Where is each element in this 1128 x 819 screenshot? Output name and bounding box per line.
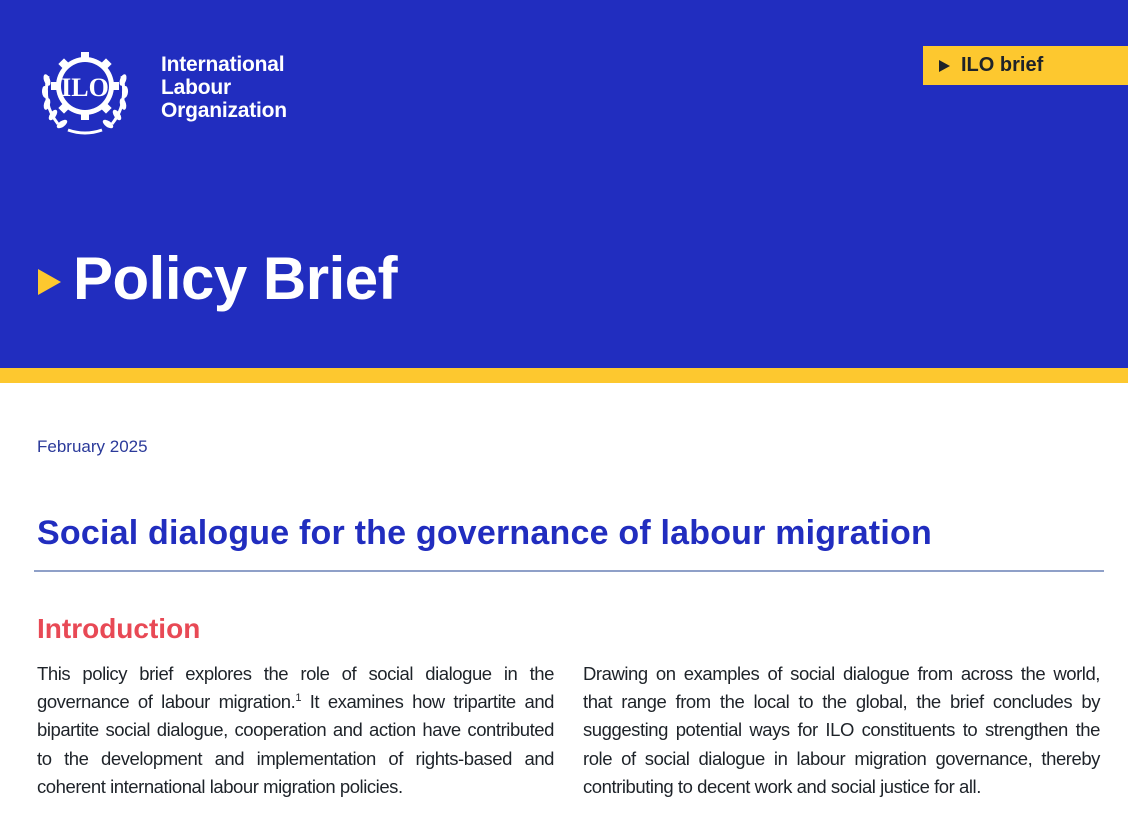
brief-tag bbox=[923, 46, 1128, 85]
accent-stripe bbox=[0, 368, 1128, 383]
ilo-emblem-icon bbox=[38, 44, 132, 138]
org-name-line-2: Labour bbox=[161, 76, 231, 99]
section-heading: Introduction bbox=[37, 613, 201, 644]
footnote-ref[interactable]: 1 bbox=[295, 692, 301, 705]
intro-left-text-2: It examines how tripartite and bipartite social dialogue, cooperation and action have contributed to the development and implementation of rights-based and coherent international labour migration policies. bbox=[37, 691, 554, 797]
logo-letters: ILO bbox=[61, 73, 109, 102]
title-divider bbox=[34, 570, 1104, 572]
org-name bbox=[161, 53, 287, 122]
intro-paragraph-right: Drawing on examples of social dialogue from across the world, that range from the local to the global, the brief concludes by suggesting potential ways for ILO constituents to strengthen the role of social dialogue in labour migration governance, thereby contributing to decent work and social justice for all. bbox=[583, 663, 1100, 797]
org-name-line-1: International bbox=[161, 53, 285, 76]
header-banner bbox=[0, 0, 1128, 368]
doc-type-label: Policy Brief bbox=[73, 245, 398, 312]
brief-tag-label: ILO brief bbox=[961, 54, 1044, 76]
intro-paragraph-left bbox=[37, 660, 554, 801]
publication-date: February 2025 bbox=[37, 437, 148, 456]
org-name-line-3: Organization bbox=[161, 99, 287, 122]
play-triangle-icon bbox=[38, 269, 61, 295]
play-triangle-icon bbox=[939, 60, 950, 72]
doc-type-heading bbox=[38, 244, 397, 313]
page-title: Social dialogue for the governance of labour migration bbox=[37, 514, 932, 552]
intro-left-text-1: This policy brief explores the role of social dialogue in the governance of labour migration. bbox=[37, 663, 554, 713]
